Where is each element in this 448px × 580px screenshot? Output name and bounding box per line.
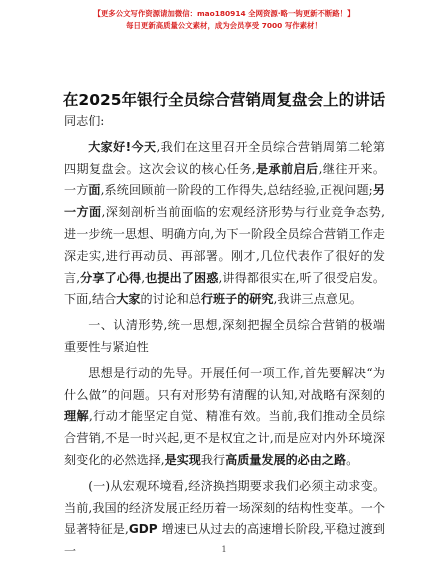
- paragraph-section-1: [64, 363, 385, 472]
- text-run: ,我们在这里召开全员综合营销周第二轮第四期复盘会。这次会议的核心任务,: [64, 139, 385, 176]
- text-bold: 理解: [64, 409, 90, 424]
- text-bold: 大家好!今天: [88, 139, 157, 154]
- text-run: ,行动才能坚定自觉、精准有效。当前,我们推动全员综合营销,不是一时兴起,更不是权宜之计,而是应对内外环境深刻变化的必然选择,: [64, 409, 385, 467]
- text-run: ,我讲三点意见。: [273, 292, 363, 307]
- document-title: 在2025年银行全员综合营销周复盘会上的讲话: [62, 91, 386, 109]
- text-bold: 另一方面: [64, 183, 385, 220]
- text-run: ,深刻剖析当前面临的宏观经济形势与行业竞争态势,进一步统一思想、明确方向,为下一阶段全员综合营销工作走深走实,进行再动员、再部署。刚才,几位代表作了很好的发言,: [64, 205, 385, 285]
- text-run: 。: [346, 452, 359, 467]
- text-run: ,系统回顾前一阶段的工作得失,总结经验,正视问题;: [100, 183, 373, 198]
- text-run: 的讨论和总: [140, 292, 201, 307]
- text-bold: 行班子的研究: [200, 292, 274, 307]
- text-bold: 也提出了困惑: [145, 270, 219, 285]
- text-bold: GDP: [128, 522, 158, 537]
- text-bold: 是实现: [164, 452, 201, 467]
- document-body: [64, 111, 385, 563]
- greeting: 同志们:: [64, 114, 105, 128]
- text-run: ,继往开来。一方: [64, 161, 385, 198]
- paragraph-opening: [64, 137, 385, 311]
- text-run: 思想是行动的先导。开展任何一项工作,首先要解决“为什么做”的问题。只有对形势有清醒的认知,对战略有深刻的: [64, 365, 385, 402]
- promo-banner: [0, 8, 448, 32]
- promo-banner-line-1: 【更多公文写作资源请加微信：mao180914 全网资源·略一钩更新不断路！】: [93, 9, 355, 18]
- text-run: (一)从宏观环境看,经济换挡期要求我们必须主动求变。当前,我国的经济发展正经历着一场深刻的结构性变革。一个显著特征是,: [64, 478, 385, 537]
- text-bold: 面: [88, 183, 101, 198]
- text-bold: 是承前启后: [255, 161, 319, 176]
- text-run: 增速已从过去的高速增长阶段,平稳过渡到一: [64, 522, 385, 559]
- text-run: 我行: [200, 452, 226, 467]
- text-bold: 大家: [116, 292, 141, 307]
- text-run: ,: [141, 270, 146, 285]
- text-bold: 分享了心得: [80, 270, 142, 285]
- page-number: 1: [221, 545, 227, 554]
- section-heading-1: 一、认清形势,统一思想,深刻把握全员综合营销的极端重要性与紧迫性: [64, 318, 385, 354]
- promo-banner-line-2: 每日更新高质量公文素材，成为会员享受 7000 写作素材！: [126, 21, 322, 30]
- text-run: ,讲得都很实在,听了很受启发。下面,结合: [64, 270, 385, 307]
- text-bold: 高质量发展的必由之路: [225, 452, 347, 467]
